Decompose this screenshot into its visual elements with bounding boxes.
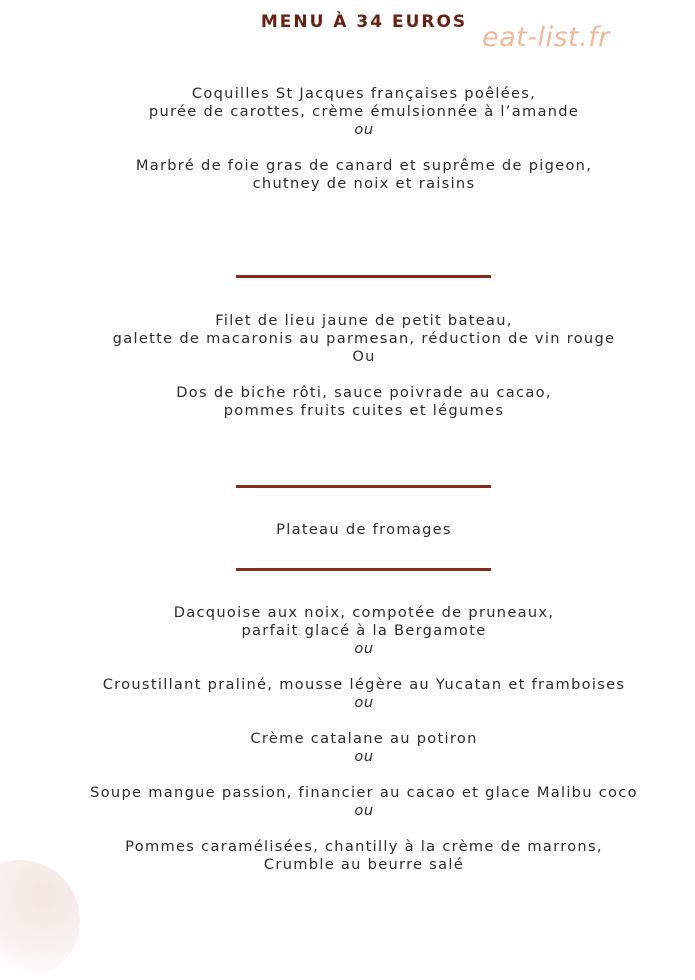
menu-title: MENU À 34 EUROS — [260, 12, 468, 32]
menu-line: Marbré de foie gras de canard et suprême de pigeon, — [135, 157, 593, 174]
or-separator: ou — [354, 640, 374, 657]
menu-line: parfait glacé à la Bergamote — [241, 622, 487, 639]
menu-line: chutney de noix et raisins — [252, 175, 476, 192]
or-separator: ou — [354, 694, 374, 711]
menu-line: Crumble au beurre salé — [263, 856, 465, 873]
menu-line: Filet de lieu jaune de petit bateau, — [215, 312, 513, 329]
or-separator: ou — [354, 802, 374, 819]
entree-option-1 — [0, 85, 695, 139]
dessert-option-3 — [0, 730, 695, 766]
menu-line: Plateau de fromages — [276, 521, 452, 538]
menu-line: galette de macaronis au parmesan, réduction de vin rouge — [112, 330, 616, 347]
watermark-logo: eat-list.fr — [482, 22, 610, 53]
entree-option-2 — [0, 157, 695, 193]
or-separator: ou — [354, 748, 374, 765]
dessert-option-5 — [0, 838, 695, 874]
section-divider — [236, 485, 491, 488]
menu-line: Soupe mangue passion, financier au cacao et glace Malibu coco — [90, 784, 638, 801]
menu-line: Coquilles St Jacques françaises poêlées, — [191, 85, 537, 102]
dessert-option-4 — [0, 784, 695, 820]
dessert-option-2 — [0, 676, 695, 712]
menu-line: Dos de biche rôti, sauce poivrade au cacao, — [176, 384, 552, 401]
plat-option-2 — [0, 384, 695, 420]
menu-line: Crème catalane au potiron — [250, 730, 478, 747]
plat-option-1 — [0, 312, 695, 366]
or-separator: Ou — [352, 348, 376, 365]
or-separator: ou — [354, 121, 374, 138]
menu-line: purée de carottes, crème émulsionnée à l’amande — [148, 103, 580, 120]
menu-line: Pommes caramélisées, chantilly à la crème de marrons, — [125, 838, 603, 855]
section-divider — [236, 568, 491, 571]
menu-line: Dacquoise aux noix, compotée de pruneaux, — [173, 604, 555, 621]
dessert-option-1 — [0, 604, 695, 658]
menu-line: pommes fruits cuites et légumes — [223, 402, 505, 419]
cheese-course — [0, 521, 695, 539]
menu-line: Croustillant praliné, mousse légère au Yucatan et framboises — [102, 676, 626, 693]
section-divider — [236, 275, 491, 278]
corner-decoration — [0, 860, 80, 980]
